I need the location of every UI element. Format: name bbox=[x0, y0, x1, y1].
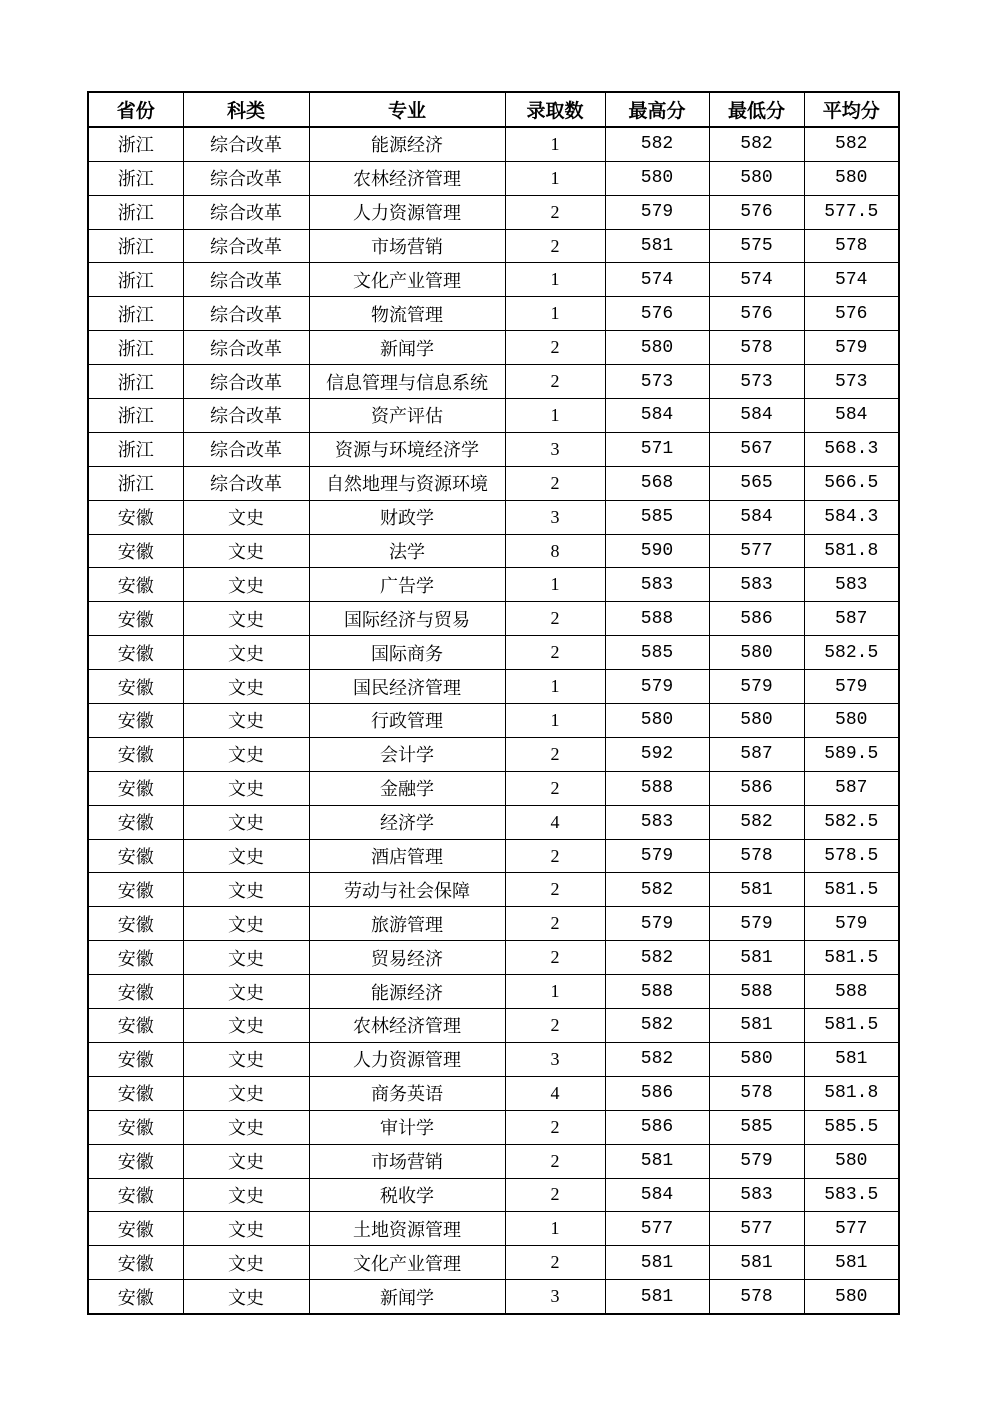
table-row bbox=[88, 670, 899, 704]
province-cell: 安徽 bbox=[88, 1246, 183, 1280]
province-cell: 安徽 bbox=[88, 568, 183, 602]
province-cell: 浙江 bbox=[88, 466, 183, 500]
major-cell: 财政学 bbox=[309, 500, 505, 534]
major-cell: 文化产业管理 bbox=[309, 263, 505, 297]
avg-score-cell: 579 bbox=[804, 907, 899, 941]
table-row bbox=[88, 263, 899, 297]
major-cell: 审计学 bbox=[309, 1110, 505, 1144]
category-cell: 综合改革 bbox=[183, 161, 309, 195]
avg-score-cell: 582.5 bbox=[804, 636, 899, 670]
major-cell: 贸易经济 bbox=[309, 941, 505, 975]
admitted-count-cell: 2 bbox=[505, 365, 605, 399]
table-row bbox=[88, 127, 899, 161]
min-score-cell: 580 bbox=[709, 636, 804, 670]
major-cell: 经济学 bbox=[309, 805, 505, 839]
category-cell: 文史 bbox=[183, 771, 309, 805]
max-score-cell: 581 bbox=[605, 229, 709, 263]
admitted-count-cell: 2 bbox=[505, 907, 605, 941]
admitted-count-cell: 1 bbox=[505, 399, 605, 433]
avg-score-cell: 585.5 bbox=[804, 1110, 899, 1144]
min-score-cell: 578 bbox=[709, 1280, 804, 1314]
header-province: 省份 bbox=[88, 92, 183, 127]
province-cell: 安徽 bbox=[88, 805, 183, 839]
province-cell: 浙江 bbox=[88, 365, 183, 399]
category-cell: 文史 bbox=[183, 907, 309, 941]
min-score-cell: 586 bbox=[709, 771, 804, 805]
max-score-cell: 588 bbox=[605, 771, 709, 805]
max-score-cell: 574 bbox=[605, 263, 709, 297]
table-row bbox=[88, 1246, 899, 1280]
category-cell: 文史 bbox=[183, 1076, 309, 1110]
min-score-cell: 581 bbox=[709, 873, 804, 907]
admitted-count-cell: 2 bbox=[505, 1178, 605, 1212]
table-row bbox=[88, 907, 899, 941]
category-cell: 综合改革 bbox=[183, 399, 309, 433]
max-score-cell: 579 bbox=[605, 839, 709, 873]
avg-score-cell: 589.5 bbox=[804, 737, 899, 771]
admitted-count-cell: 2 bbox=[505, 839, 605, 873]
admitted-count-cell: 2 bbox=[505, 331, 605, 365]
province-cell: 浙江 bbox=[88, 161, 183, 195]
major-cell: 法学 bbox=[309, 534, 505, 568]
admitted-count-cell: 2 bbox=[505, 1110, 605, 1144]
major-cell: 能源经济 bbox=[309, 975, 505, 1009]
province-cell: 安徽 bbox=[88, 602, 183, 636]
major-cell: 金融学 bbox=[309, 771, 505, 805]
avg-score-cell: 582 bbox=[804, 127, 899, 161]
admitted-count-cell: 1 bbox=[505, 127, 605, 161]
max-score-cell: 582 bbox=[605, 1009, 709, 1043]
province-cell: 安徽 bbox=[88, 737, 183, 771]
province-cell: 浙江 bbox=[88, 195, 183, 229]
header-max-score: 最高分 bbox=[605, 92, 709, 127]
max-score-cell: 592 bbox=[605, 737, 709, 771]
table-row bbox=[88, 399, 899, 433]
max-score-cell: 577 bbox=[605, 1212, 709, 1246]
table-row bbox=[88, 636, 899, 670]
avg-score-cell: 573 bbox=[804, 365, 899, 399]
table-row bbox=[88, 331, 899, 365]
major-cell: 新闻学 bbox=[309, 1280, 505, 1314]
admitted-count-cell: 8 bbox=[505, 534, 605, 568]
header-category: 科类 bbox=[183, 92, 309, 127]
table-row bbox=[88, 1009, 899, 1043]
min-score-cell: 581 bbox=[709, 941, 804, 975]
table-row bbox=[88, 466, 899, 500]
category-cell: 文史 bbox=[183, 1178, 309, 1212]
province-cell: 安徽 bbox=[88, 534, 183, 568]
major-cell: 物流管理 bbox=[309, 297, 505, 331]
province-cell: 浙江 bbox=[88, 399, 183, 433]
min-score-cell: 579 bbox=[709, 907, 804, 941]
major-cell: 新闻学 bbox=[309, 331, 505, 365]
max-score-cell: 583 bbox=[605, 568, 709, 602]
avg-score-cell: 581.5 bbox=[804, 941, 899, 975]
admitted-count-cell: 3 bbox=[505, 1280, 605, 1314]
category-cell: 文史 bbox=[183, 602, 309, 636]
max-score-cell: 586 bbox=[605, 1110, 709, 1144]
major-cell: 国民经济管理 bbox=[309, 670, 505, 704]
table-row bbox=[88, 941, 899, 975]
avg-score-cell: 581.8 bbox=[804, 1076, 899, 1110]
admitted-count-cell: 2 bbox=[505, 1009, 605, 1043]
table-row bbox=[88, 568, 899, 602]
major-cell: 劳动与社会保障 bbox=[309, 873, 505, 907]
table-row bbox=[88, 161, 899, 195]
major-cell: 资源与环境经济学 bbox=[309, 432, 505, 466]
admitted-count-cell: 2 bbox=[505, 941, 605, 975]
admitted-count-cell: 1 bbox=[505, 670, 605, 704]
min-score-cell: 580 bbox=[709, 704, 804, 738]
max-score-cell: 581 bbox=[605, 1246, 709, 1280]
avg-score-cell: 580 bbox=[804, 161, 899, 195]
avg-score-cell: 576 bbox=[804, 297, 899, 331]
min-score-cell: 579 bbox=[709, 1144, 804, 1178]
major-cell: 农林经济管理 bbox=[309, 161, 505, 195]
province-cell: 安徽 bbox=[88, 771, 183, 805]
admitted-count-cell: 2 bbox=[505, 229, 605, 263]
table-row bbox=[88, 975, 899, 1009]
major-cell: 土地资源管理 bbox=[309, 1212, 505, 1246]
avg-score-cell: 578 bbox=[804, 229, 899, 263]
header-major: 专业 bbox=[309, 92, 505, 127]
category-cell: 综合改革 bbox=[183, 297, 309, 331]
admitted-count-cell: 3 bbox=[505, 1042, 605, 1076]
table-body bbox=[88, 127, 899, 1314]
table-row bbox=[88, 1110, 899, 1144]
avg-score-cell: 581 bbox=[804, 1042, 899, 1076]
min-score-cell: 577 bbox=[709, 534, 804, 568]
major-cell: 行政管理 bbox=[309, 704, 505, 738]
province-cell: 安徽 bbox=[88, 1042, 183, 1076]
max-score-cell: 581 bbox=[605, 1144, 709, 1178]
major-cell: 文化产业管理 bbox=[309, 1246, 505, 1280]
category-cell: 文史 bbox=[183, 636, 309, 670]
table-row bbox=[88, 602, 899, 636]
admitted-count-cell: 1 bbox=[505, 161, 605, 195]
min-score-cell: 584 bbox=[709, 500, 804, 534]
max-score-cell: 582 bbox=[605, 127, 709, 161]
avg-score-cell: 577.5 bbox=[804, 195, 899, 229]
min-score-cell: 579 bbox=[709, 670, 804, 704]
min-score-cell: 580 bbox=[709, 161, 804, 195]
avg-score-cell: 587 bbox=[804, 602, 899, 636]
max-score-cell: 584 bbox=[605, 1178, 709, 1212]
table-row bbox=[88, 297, 899, 331]
avg-score-cell: 580 bbox=[804, 1280, 899, 1314]
max-score-cell: 582 bbox=[605, 873, 709, 907]
category-cell: 文史 bbox=[183, 1042, 309, 1076]
province-cell: 安徽 bbox=[88, 1076, 183, 1110]
header-avg-score: 平均分 bbox=[804, 92, 899, 127]
province-cell: 安徽 bbox=[88, 500, 183, 534]
province-cell: 安徽 bbox=[88, 704, 183, 738]
province-cell: 安徽 bbox=[88, 1009, 183, 1043]
category-cell: 文史 bbox=[183, 839, 309, 873]
table-row bbox=[88, 1042, 899, 1076]
avg-score-cell: 568.3 bbox=[804, 432, 899, 466]
min-score-cell: 581 bbox=[709, 1246, 804, 1280]
avg-score-cell: 581 bbox=[804, 1246, 899, 1280]
min-score-cell: 586 bbox=[709, 602, 804, 636]
min-score-cell: 580 bbox=[709, 1042, 804, 1076]
province-cell: 浙江 bbox=[88, 297, 183, 331]
min-score-cell: 587 bbox=[709, 737, 804, 771]
admitted-count-cell: 2 bbox=[505, 195, 605, 229]
major-cell: 自然地理与资源环境 bbox=[309, 466, 505, 500]
avg-score-cell: 581.5 bbox=[804, 1009, 899, 1043]
major-cell: 资产评估 bbox=[309, 399, 505, 433]
max-score-cell: 582 bbox=[605, 941, 709, 975]
min-score-cell: 581 bbox=[709, 1009, 804, 1043]
province-cell: 浙江 bbox=[88, 263, 183, 297]
admitted-count-cell: 2 bbox=[505, 771, 605, 805]
avg-score-cell: 566.5 bbox=[804, 466, 899, 500]
major-cell: 市场营销 bbox=[309, 1144, 505, 1178]
category-cell: 文史 bbox=[183, 873, 309, 907]
major-cell: 市场营销 bbox=[309, 229, 505, 263]
header-min-score: 最低分 bbox=[709, 92, 804, 127]
avg-score-cell: 583.5 bbox=[804, 1178, 899, 1212]
admitted-count-cell: 2 bbox=[505, 602, 605, 636]
header-admitted-count: 录取数 bbox=[505, 92, 605, 127]
admitted-count-cell: 4 bbox=[505, 805, 605, 839]
category-cell: 综合改革 bbox=[183, 263, 309, 297]
table-row bbox=[88, 771, 899, 805]
min-score-cell: 578 bbox=[709, 331, 804, 365]
table-row bbox=[88, 432, 899, 466]
admitted-count-cell: 2 bbox=[505, 466, 605, 500]
admitted-count-cell: 2 bbox=[505, 636, 605, 670]
table-row bbox=[88, 195, 899, 229]
table-row bbox=[88, 805, 899, 839]
min-score-cell: 582 bbox=[709, 805, 804, 839]
admitted-count-cell: 1 bbox=[505, 568, 605, 602]
category-cell: 综合改革 bbox=[183, 432, 309, 466]
category-cell: 文史 bbox=[183, 670, 309, 704]
min-score-cell: 576 bbox=[709, 195, 804, 229]
province-cell: 安徽 bbox=[88, 839, 183, 873]
max-score-cell: 576 bbox=[605, 297, 709, 331]
admitted-count-cell: 2 bbox=[505, 1144, 605, 1178]
min-score-cell: 573 bbox=[709, 365, 804, 399]
admitted-count-cell: 1 bbox=[505, 297, 605, 331]
min-score-cell: 578 bbox=[709, 839, 804, 873]
province-cell: 安徽 bbox=[88, 636, 183, 670]
avg-score-cell: 588 bbox=[804, 975, 899, 1009]
max-score-cell: 580 bbox=[605, 161, 709, 195]
max-score-cell: 568 bbox=[605, 466, 709, 500]
major-cell: 国际经济与贸易 bbox=[309, 602, 505, 636]
max-score-cell: 579 bbox=[605, 907, 709, 941]
avg-score-cell: 581.5 bbox=[804, 873, 899, 907]
admitted-count-cell: 1 bbox=[505, 263, 605, 297]
min-score-cell: 588 bbox=[709, 975, 804, 1009]
min-score-cell: 565 bbox=[709, 466, 804, 500]
province-cell: 安徽 bbox=[88, 907, 183, 941]
province-cell: 安徽 bbox=[88, 670, 183, 704]
max-score-cell: 585 bbox=[605, 500, 709, 534]
category-cell: 文史 bbox=[183, 1246, 309, 1280]
max-score-cell: 573 bbox=[605, 365, 709, 399]
category-cell: 文史 bbox=[183, 704, 309, 738]
admitted-count-cell: 4 bbox=[505, 1076, 605, 1110]
category-cell: 文史 bbox=[183, 1144, 309, 1178]
avg-score-cell: 579 bbox=[804, 670, 899, 704]
table-row bbox=[88, 1076, 899, 1110]
avg-score-cell: 587 bbox=[804, 771, 899, 805]
category-cell: 文史 bbox=[183, 534, 309, 568]
major-cell: 信息管理与信息系统 bbox=[309, 365, 505, 399]
table-row bbox=[88, 1212, 899, 1246]
max-score-cell: 580 bbox=[605, 331, 709, 365]
max-score-cell: 580 bbox=[605, 704, 709, 738]
max-score-cell: 588 bbox=[605, 602, 709, 636]
province-cell: 浙江 bbox=[88, 331, 183, 365]
province-cell: 浙江 bbox=[88, 127, 183, 161]
max-score-cell: 571 bbox=[605, 432, 709, 466]
category-cell: 综合改革 bbox=[183, 195, 309, 229]
max-score-cell: 584 bbox=[605, 399, 709, 433]
table-row bbox=[88, 1144, 899, 1178]
table-row bbox=[88, 704, 899, 738]
province-cell: 安徽 bbox=[88, 873, 183, 907]
max-score-cell: 590 bbox=[605, 534, 709, 568]
category-cell: 综合改革 bbox=[183, 365, 309, 399]
major-cell: 人力资源管理 bbox=[309, 195, 505, 229]
category-cell: 文史 bbox=[183, 975, 309, 1009]
min-score-cell: 582 bbox=[709, 127, 804, 161]
admitted-count-cell: 1 bbox=[505, 1212, 605, 1246]
table-row bbox=[88, 737, 899, 771]
table-row bbox=[88, 839, 899, 873]
max-score-cell: 579 bbox=[605, 195, 709, 229]
min-score-cell: 577 bbox=[709, 1212, 804, 1246]
max-score-cell: 583 bbox=[605, 805, 709, 839]
min-score-cell: 575 bbox=[709, 229, 804, 263]
max-score-cell: 582 bbox=[605, 1042, 709, 1076]
category-cell: 综合改革 bbox=[183, 229, 309, 263]
table-row bbox=[88, 873, 899, 907]
major-cell: 酒店管理 bbox=[309, 839, 505, 873]
admitted-count-cell: 1 bbox=[505, 975, 605, 1009]
major-cell: 农林经济管理 bbox=[309, 1009, 505, 1043]
category-cell: 文史 bbox=[183, 568, 309, 602]
avg-score-cell: 579 bbox=[804, 331, 899, 365]
avg-score-cell: 580 bbox=[804, 704, 899, 738]
table-row bbox=[88, 1280, 899, 1314]
avg-score-cell: 584 bbox=[804, 399, 899, 433]
table-row bbox=[88, 534, 899, 568]
min-score-cell: 574 bbox=[709, 263, 804, 297]
admitted-count-cell: 2 bbox=[505, 873, 605, 907]
province-cell: 安徽 bbox=[88, 1212, 183, 1246]
province-cell: 安徽 bbox=[88, 1178, 183, 1212]
max-score-cell: 586 bbox=[605, 1076, 709, 1110]
major-cell: 能源经济 bbox=[309, 127, 505, 161]
min-score-cell: 584 bbox=[709, 399, 804, 433]
avg-score-cell: 584.3 bbox=[804, 500, 899, 534]
avg-score-cell: 577 bbox=[804, 1212, 899, 1246]
admitted-count-cell: 1 bbox=[505, 704, 605, 738]
min-score-cell: 585 bbox=[709, 1110, 804, 1144]
category-cell: 文史 bbox=[183, 1280, 309, 1314]
category-cell: 文史 bbox=[183, 500, 309, 534]
province-cell: 浙江 bbox=[88, 432, 183, 466]
table-row bbox=[88, 1178, 899, 1212]
admitted-count-cell: 3 bbox=[505, 500, 605, 534]
min-score-cell: 583 bbox=[709, 1178, 804, 1212]
category-cell: 文史 bbox=[183, 1110, 309, 1144]
min-score-cell: 583 bbox=[709, 568, 804, 602]
max-score-cell: 585 bbox=[605, 636, 709, 670]
major-cell: 广告学 bbox=[309, 568, 505, 602]
major-cell: 人力资源管理 bbox=[309, 1042, 505, 1076]
province-cell: 安徽 bbox=[88, 941, 183, 975]
category-cell: 综合改革 bbox=[183, 127, 309, 161]
category-cell: 文史 bbox=[183, 805, 309, 839]
major-cell: 旅游管理 bbox=[309, 907, 505, 941]
max-score-cell: 581 bbox=[605, 1280, 709, 1314]
admitted-count-cell: 2 bbox=[505, 1246, 605, 1280]
avg-score-cell: 583 bbox=[804, 568, 899, 602]
major-cell: 商务英语 bbox=[309, 1076, 505, 1110]
admitted-count-cell: 3 bbox=[505, 432, 605, 466]
avg-score-cell: 581.8 bbox=[804, 534, 899, 568]
min-score-cell: 576 bbox=[709, 297, 804, 331]
category-cell: 文史 bbox=[183, 737, 309, 771]
table-row bbox=[88, 500, 899, 534]
avg-score-cell: 574 bbox=[804, 263, 899, 297]
category-cell: 文史 bbox=[183, 1212, 309, 1246]
min-score-cell: 567 bbox=[709, 432, 804, 466]
category-cell: 文史 bbox=[183, 941, 309, 975]
major-cell: 国际商务 bbox=[309, 636, 505, 670]
major-cell: 会计学 bbox=[309, 737, 505, 771]
table-row bbox=[88, 229, 899, 263]
avg-score-cell: 582.5 bbox=[804, 805, 899, 839]
category-cell: 文史 bbox=[183, 1009, 309, 1043]
province-cell: 浙江 bbox=[88, 229, 183, 263]
admission-score-table bbox=[87, 91, 900, 1315]
category-cell: 综合改革 bbox=[183, 331, 309, 365]
avg-score-cell: 578.5 bbox=[804, 839, 899, 873]
province-cell: 安徽 bbox=[88, 1110, 183, 1144]
table-row bbox=[88, 365, 899, 399]
table-header bbox=[88, 92, 899, 127]
admitted-count-cell: 2 bbox=[505, 737, 605, 771]
category-cell: 综合改革 bbox=[183, 466, 309, 500]
major-cell: 税收学 bbox=[309, 1178, 505, 1212]
province-cell: 安徽 bbox=[88, 1144, 183, 1178]
min-score-cell: 578 bbox=[709, 1076, 804, 1110]
province-cell: 安徽 bbox=[88, 975, 183, 1009]
province-cell: 安徽 bbox=[88, 1280, 183, 1314]
header-row bbox=[88, 92, 899, 127]
max-score-cell: 588 bbox=[605, 975, 709, 1009]
avg-score-cell: 580 bbox=[804, 1144, 899, 1178]
max-score-cell: 579 bbox=[605, 670, 709, 704]
